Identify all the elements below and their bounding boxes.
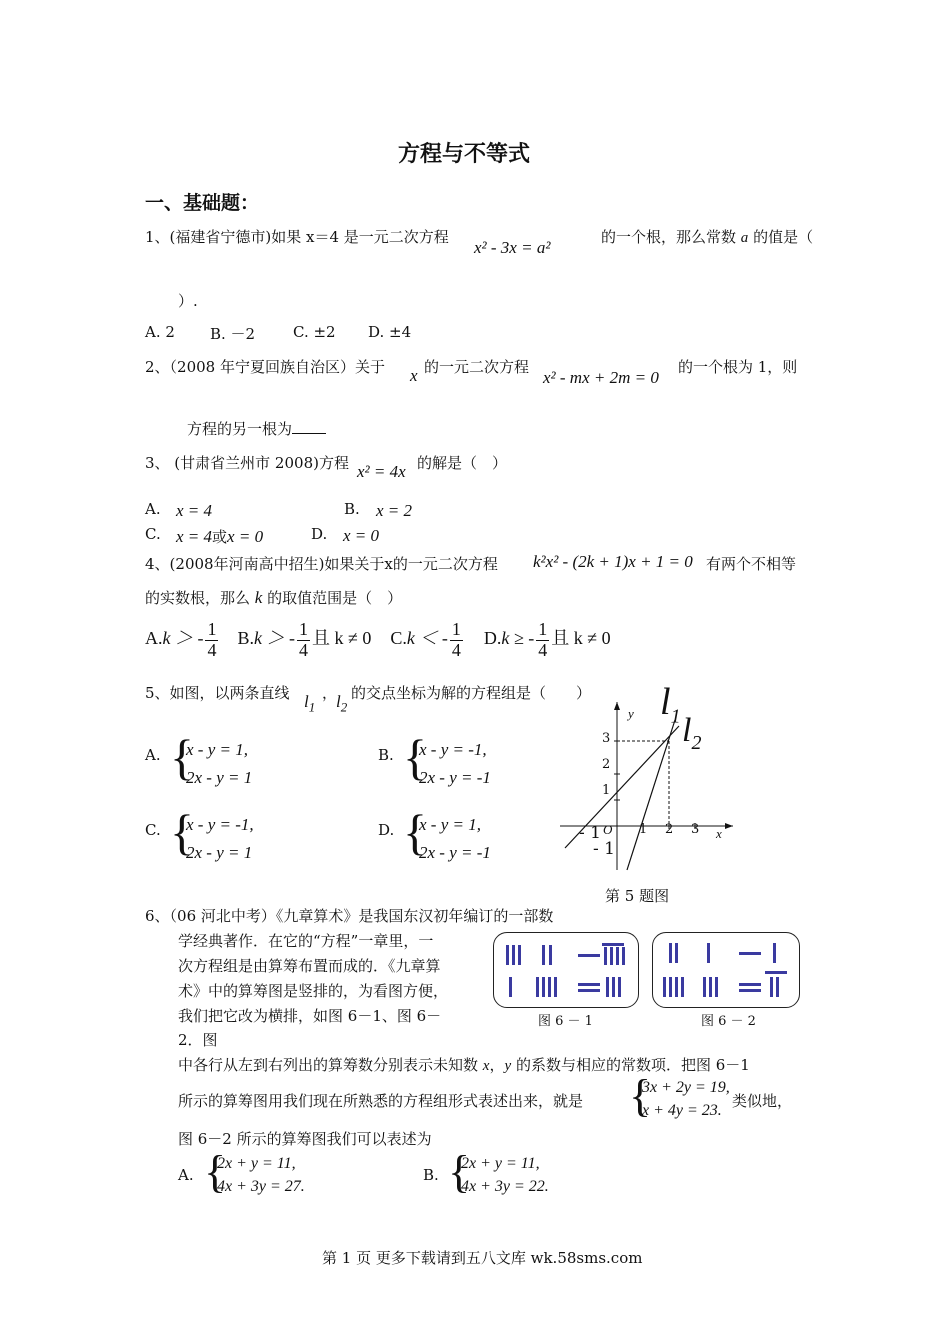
q5-option-d: x - y = 1, 2x - y = -1 [419, 815, 491, 862]
q4-line2: 的实数根，那么 k 的取值范围是（ ） [145, 588, 403, 607]
answer-blank [292, 432, 326, 434]
graph-axis-x-label: x [716, 826, 722, 841]
section-heading: 一、基础题： [145, 192, 260, 214]
graph-axis-y-label: y [628, 706, 634, 721]
rod [604, 947, 607, 965]
graph-label-l1: $l_1$ [660, 681, 681, 728]
rod [518, 945, 521, 965]
q5-l2: $l_2$ [336, 692, 348, 715]
q5-option-c: x - y = -1, 2x - y = 1 [186, 815, 254, 862]
rod [542, 977, 545, 997]
rod [542, 945, 545, 965]
graph-label-l2: $l_2$ [682, 712, 702, 754]
rod [739, 952, 761, 955]
rod [549, 945, 552, 965]
graph-origin: O [603, 822, 613, 837]
graph-tick-y-2: 2 [602, 757, 611, 772]
q3-option-a-label: A. [145, 500, 161, 518]
q5-option-a: x - y = 1, 2x - y = 1 [186, 740, 253, 787]
rod [739, 983, 761, 986]
brace: { [448, 1146, 471, 1197]
rod [548, 977, 551, 997]
q4-option-c: C.k ＜ - $\frac{1}{4}$ [390, 619, 461, 660]
brace: { [204, 1146, 227, 1197]
q3-option-c: x = 4或x = 0 [176, 527, 264, 546]
q5-stem2: 的交点坐标为解的方程组是（ ） [351, 684, 592, 702]
brace: { [403, 804, 427, 860]
q3-option-c-label: C. [145, 525, 161, 543]
q3-stem2: 的解是（ ） [417, 454, 508, 472]
q6-line3: 术》中的算筹图是竖排的，为看图方便， [178, 982, 449, 1000]
rod [773, 943, 776, 963]
q3-equation: x² = 4x [357, 462, 406, 481]
graph-tick-x-1: 1 [639, 822, 648, 837]
q3-option-d-label: D. [311, 525, 328, 543]
page-title: 方程与不等式 [398, 142, 531, 167]
q6-option-a: 2x + y = 11, 4x + 3y = 27. [217, 1155, 305, 1195]
q5-option-a-label: A. [145, 746, 161, 764]
q5-graph [555, 690, 740, 890]
q4-stem: 4、(2008年河南高中招生)如果关于x的一元二次方程 [145, 555, 498, 573]
q1-equation: x² - 3x = a² [474, 238, 551, 257]
q6-system-example: 3x + 2y = 19, x + 4y = 23. [642, 1079, 730, 1119]
q4-stem2: 有两个不相等 [706, 555, 797, 573]
q5-l1: $l_1$ [304, 692, 316, 715]
graph-tick-y-1: 1 [602, 783, 611, 798]
rod [739, 989, 761, 992]
rod [618, 977, 621, 997]
y-axis-arrow [614, 702, 620, 710]
x-axis-arrow [725, 823, 733, 829]
rod [536, 977, 539, 997]
rod [776, 977, 779, 997]
q4-option-b: B.k ＞ - $\frac{1}{4}$ 且 k ≠ 0 [237, 619, 372, 660]
rod [675, 943, 678, 963]
graph-tick-x-2: 2 [665, 822, 674, 837]
q3-option-b: x = 2 [376, 501, 413, 520]
q4-option-a: A.k ＞ - $\frac{1}{4}$ [145, 619, 217, 660]
q6-line2: 次方程组是由算筹布置而成的．《九章算 [178, 957, 441, 975]
q3-option-d: x = 0 [343, 526, 380, 545]
q5-option-d-label: D. [378, 821, 395, 839]
rod [610, 947, 613, 965]
q6-line7b: 类似地， [732, 1092, 793, 1110]
q1-option-c: C. ±2 [293, 323, 336, 341]
q4-option-d: D.k ≥ - $\frac{1}{4}$ 且 k ≠ 0 [483, 619, 611, 660]
fig6-2-caption: 图 6 － 2 [701, 1014, 756, 1029]
q2-stem2: 的一元二次方程 [424, 358, 530, 376]
q2-var: x [410, 366, 418, 385]
q2-line2: 方程的另一根为 [187, 418, 326, 439]
q3-option-a: x = 4 [176, 501, 213, 520]
q6-line6: 中各行从左到右列出的算筹数分别表示未知数 x，y 的系数与相应的常数项．把图 6－1 [178, 1056, 750, 1074]
rod [578, 954, 600, 957]
rod [578, 983, 600, 986]
q4-equation: k²x² - (2k + 1)x + 1 = 0 [533, 552, 693, 571]
rod [612, 977, 615, 997]
q6-option-a-label: A. [178, 1166, 194, 1184]
graph-tick-x-3: 3 [691, 822, 700, 837]
q5-stem: 5、如图，以两条直线 [145, 684, 290, 702]
brace: { [170, 729, 194, 785]
brace: { [629, 1070, 652, 1121]
graph-caption: 第 5 题图 [605, 887, 670, 905]
q5-option-c-label: C. [145, 821, 161, 839]
q3-option-b-label: B. [344, 500, 360, 518]
rod [681, 977, 684, 997]
rod [616, 947, 619, 965]
rod [707, 943, 710, 963]
counting-rod-figure-1 [493, 932, 639, 1008]
rod [606, 977, 609, 997]
fig6-1-caption: 图 6 － 1 [538, 1014, 593, 1029]
rod [602, 943, 624, 946]
graph-neg-x: - 1 [579, 823, 601, 843]
q5-option-b: x - y = -1, 2x - y = -1 [419, 740, 491, 787]
q3-stem: 3、 (甘肃省兰州市 2008)方程 [145, 454, 349, 472]
counting-rod-figure-2 [652, 932, 800, 1008]
rod [715, 977, 718, 997]
q1-option-d: D. ±4 [368, 323, 412, 341]
q5-comma: ， [322, 684, 338, 702]
rod [506, 945, 509, 965]
graph-tick-y-3: 3 [602, 731, 611, 746]
q6-option-b: 2x + y = 11, 4x + 3y = 22. [461, 1155, 549, 1195]
rod [765, 971, 787, 974]
q6-line8: 图 6－2 所示的算筹图我们可以表述为 [178, 1130, 432, 1148]
q1-stem2: 的一个根，那么常数 a 的值是（ [601, 228, 814, 246]
brace: { [170, 804, 194, 860]
q6-line7: 所示的算筹图用我们现在所熟悉的方程组形式表述出来，就是 [178, 1092, 584, 1110]
q1-stem: 1、(福建省宁德市)如果 x＝4 是一元二次方程 [145, 228, 449, 246]
brace: { [403, 729, 427, 785]
rod [675, 977, 678, 997]
q6-line1: 学经典著作．在它的“方程”一章里，一 [178, 932, 434, 950]
q6-option-b-label: B. [423, 1166, 439, 1184]
rod [512, 945, 515, 965]
q2-equation: x² - mx + 2m = 0 [543, 368, 659, 387]
q6-line4: 我们把它改为横排，如图 6－1、图 6－ [178, 1007, 442, 1025]
q1-option-a: A. 2 [145, 323, 175, 341]
rod [622, 947, 625, 965]
q1-option-b: B. －2 [210, 325, 256, 343]
q6-stem: 6、（06 河北中考）《九章算术》是我国东汉初年编订的一部数 [145, 907, 554, 925]
q2-stem: 2、（2008 年宁夏回族自治区）关于 [145, 358, 385, 376]
rod [669, 977, 672, 997]
rod [509, 977, 512, 997]
q6-line5: 2．图 [178, 1031, 218, 1049]
rod [669, 943, 672, 963]
q2-stem3: 的一个根为 1，则 [678, 358, 798, 376]
q5-option-b-label: B. [378, 746, 394, 764]
page-footer: 第 1 页 更多下载请到五八文库 wk.58sms.com [322, 1249, 643, 1267]
rod [578, 989, 600, 992]
rod [703, 977, 706, 997]
line-l2 [627, 720, 675, 870]
graph-neg-y: - 1 [593, 839, 615, 859]
rod [770, 977, 773, 997]
q1-close: ）. [178, 292, 198, 310]
q4-options [145, 620, 611, 661]
rod [554, 977, 557, 997]
rod [663, 977, 666, 997]
rod [709, 977, 712, 997]
